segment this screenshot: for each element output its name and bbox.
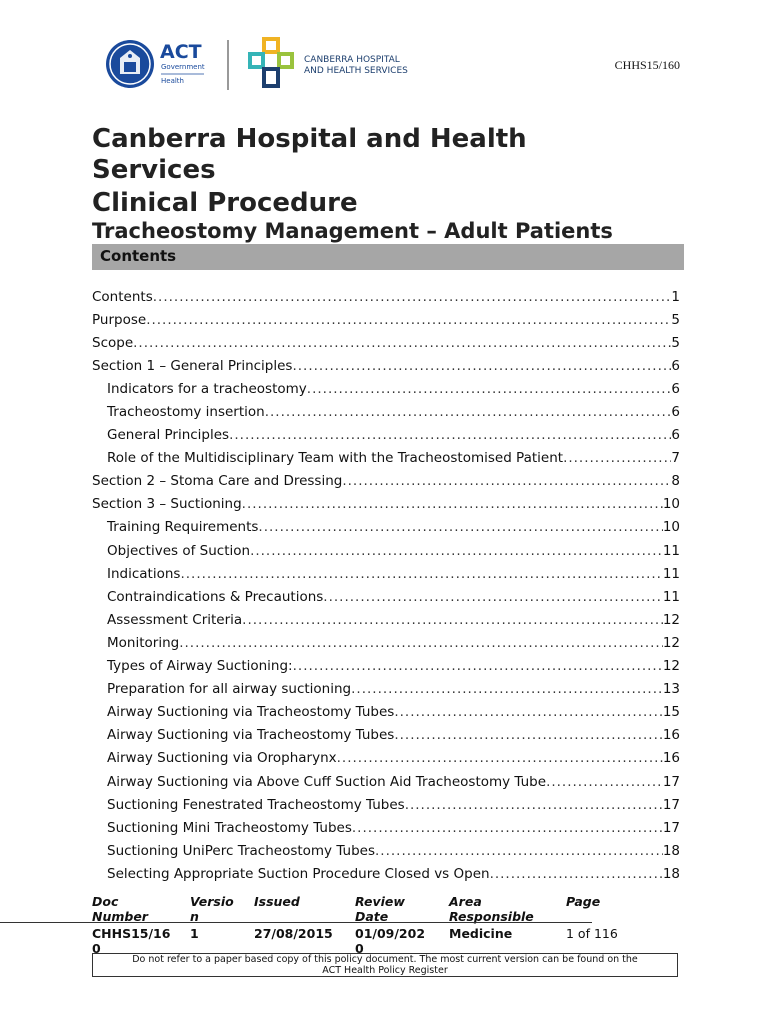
toc-entry-page: 11 <box>662 565 680 582</box>
toc-leader-dots <box>394 727 662 743</box>
toc-entry-page: 7 <box>671 450 680 467</box>
toc-entry-page: 12 <box>662 634 680 651</box>
toc-entry-page: 5 <box>671 311 680 328</box>
chhs-cross-logo <box>250 39 292 86</box>
toc-entry-label: Monitoring <box>107 634 180 651</box>
toc-leader-dots <box>242 612 663 628</box>
title-organisation: Canberra Hospital and Health Services <box>92 124 527 185</box>
toc-entry-page: 12 <box>662 611 680 628</box>
toc-entry[interactable] <box>92 308 680 331</box>
toc-entry-page: 15 <box>662 704 680 721</box>
footer-header-review: Review <box>355 894 405 909</box>
toc-entry[interactable] <box>92 747 680 770</box>
toc-leader-dots <box>250 543 663 559</box>
toc-entry[interactable] <box>92 516 680 539</box>
toc-entry[interactable] <box>92 862 680 885</box>
footer-issued-date: 27/08/2015 <box>254 926 333 941</box>
toc-entry-label: Section 1 – General Principles <box>92 357 293 374</box>
toc-leader-dots <box>490 866 663 882</box>
footer-header-doc-number-2: Number <box>92 909 148 924</box>
svg-text:Government: Government <box>161 63 205 71</box>
toc-leader-dots <box>342 473 671 489</box>
toc-entry-label: Tracheostomy insertion <box>107 404 265 421</box>
toc-leader-dots <box>546 774 663 790</box>
toc-entry-label: Suctioning Fenestrated Tracheostomy Tubes <box>107 796 405 813</box>
toc-entry-label: Indicators for a tracheostomy <box>107 380 307 397</box>
toc-entry[interactable] <box>92 770 680 793</box>
toc-leader-dots <box>265 404 672 420</box>
toc-entry-label: Airway Suctioning via Tracheostomy Tubes <box>107 727 395 744</box>
toc-leader-dots <box>258 519 662 535</box>
toc-leader-dots <box>242 496 663 512</box>
toc-entry-page: 8 <box>671 473 680 490</box>
toc-entry[interactable] <box>92 562 680 585</box>
footer-version: 1 <box>190 926 199 941</box>
toc-entry-label: Objectives of Suction <box>107 542 251 559</box>
footer-doc-number-2: 0 <box>92 941 101 956</box>
toc-entry[interactable] <box>92 701 680 724</box>
toc-entry-label: Scope <box>92 334 134 351</box>
title-document-type: Clinical Procedure <box>92 188 358 218</box>
footer-review-date-2: 0 <box>355 941 364 956</box>
footer-header-issued: Issued <box>254 894 300 909</box>
toc-entry-label: Indications <box>107 565 181 582</box>
toc-entry-label: Training Requirements <box>107 519 259 536</box>
header-logos <box>106 36 436 92</box>
footer-value-row <box>92 926 684 956</box>
toc-entry-label: Contents <box>92 288 153 305</box>
act-government-logo <box>106 36 436 92</box>
toc-entry-page: 6 <box>671 380 680 397</box>
svg-text:CANBERRA HOSPITAL: CANBERRA HOSPITAL <box>304 55 400 65</box>
toc-entry[interactable] <box>92 539 680 562</box>
toc-entry-label: General Principles <box>107 427 230 444</box>
toc-entry-page: 1 <box>671 288 680 305</box>
toc-entry-page: 18 <box>662 865 680 882</box>
toc-entry[interactable] <box>92 678 680 701</box>
toc-entry-page: 11 <box>662 588 680 605</box>
toc-entry-page: 13 <box>662 681 680 698</box>
toc-entry[interactable] <box>92 331 680 354</box>
toc-leader-dots <box>292 358 671 374</box>
toc-leader-dots <box>352 820 663 836</box>
toc-entry-page: 10 <box>662 519 680 536</box>
toc-entry[interactable] <box>92 793 680 816</box>
toc-entry-label: Role of the Multidisciplinary Team with the Tracheostomised Patient <box>107 450 564 467</box>
toc-entry[interactable] <box>92 839 680 862</box>
toc-leader-dots <box>563 450 671 466</box>
toc-entry[interactable] <box>92 377 680 400</box>
toc-leader-dots <box>307 381 672 397</box>
contents-heading: Contents <box>100 247 177 265</box>
footer-header-version: Versio <box>190 894 234 909</box>
svg-text:Health: Health <box>161 77 184 85</box>
toc-entry-label: Airway Suctioning via Above Cuff Suction Aid Tracheostomy Tube <box>107 773 547 790</box>
toc-leader-dots <box>146 312 671 328</box>
title-subject: Tracheostomy Management – Adult Patients <box>92 219 613 243</box>
toc-entry[interactable] <box>92 493 680 516</box>
toc-entry-page: 10 <box>662 496 680 513</box>
toc-entry[interactable] <box>92 447 680 470</box>
toc-entry[interactable] <box>92 354 680 377</box>
footer-review-date: 01/09/202 <box>355 926 426 941</box>
policy-notice-line2: ACT Health Policy Register <box>322 965 448 976</box>
toc-entry[interactable] <box>92 724 680 747</box>
document-footer-table <box>92 894 684 956</box>
toc-entry-page: 6 <box>671 357 680 374</box>
toc-entry-label: Suctioning Mini Tracheostomy Tubes <box>107 819 352 836</box>
toc-entry-page: 18 <box>662 842 680 859</box>
toc-leader-dots <box>405 797 663 813</box>
toc-leader-dots <box>180 566 662 582</box>
toc-entry-page: 17 <box>662 796 680 813</box>
toc-leader-dots <box>293 658 663 674</box>
footer-header-review-2: Date <box>355 909 389 924</box>
toc-entry[interactable] <box>92 585 680 608</box>
toc-leader-dots <box>179 635 663 651</box>
toc-entry[interactable] <box>92 631 680 654</box>
toc-entry-label: Selecting Appropriate Suction Procedure Closed vs Open <box>107 865 490 882</box>
footer-header-version-2: n <box>190 909 199 924</box>
policy-notice-line1: Do not refer to a paper based copy of this policy document. The most current version can be found on the <box>132 954 638 965</box>
toc-leader-dots <box>133 335 671 351</box>
toc-entry-page: 12 <box>662 658 680 675</box>
toc-entry-label: Purpose <box>92 311 147 328</box>
toc-entry[interactable] <box>92 470 680 493</box>
toc-entry-page: 17 <box>662 819 680 836</box>
toc-entry-label: Airway Suctioning via Oropharynx <box>107 750 337 767</box>
toc-entry[interactable] <box>92 400 680 423</box>
footer-doc-number: CHHS15/16 <box>92 926 171 941</box>
toc-entry-page: 16 <box>662 750 680 767</box>
toc-entry-label: Suctioning UniPerc Tracheostomy Tubes <box>107 842 376 859</box>
footer-area: Medicine <box>449 926 513 941</box>
toc-leader-dots <box>375 843 663 859</box>
toc-leader-dots <box>229 427 671 443</box>
footer-divider <box>0 922 592 923</box>
toc-entry-page: 17 <box>662 773 680 790</box>
toc-entry-label: Airway Suctioning via Tracheostomy Tubes <box>107 704 395 721</box>
footer-page-number: 1 of 116 <box>566 926 618 941</box>
toc-leader-dots <box>323 589 663 605</box>
document-code: CHHS15/160 <box>614 58 680 72</box>
toc-entry[interactable] <box>92 424 680 447</box>
toc-entry-label: Section 3 – Suctioning <box>92 496 242 513</box>
svg-text:AND HEALTH SERVICES: AND HEALTH SERVICES <box>304 66 408 76</box>
act-logo-text: ACT <box>160 41 202 63</box>
table-of-contents <box>92 285 680 885</box>
footer-header-area: Area <box>449 894 482 909</box>
toc-leader-dots <box>337 750 663 766</box>
toc-entry[interactable] <box>92 816 680 839</box>
toc-entry-label: Types of Airway Suctioning: <box>107 658 293 675</box>
toc-entry-page: 5 <box>671 334 680 351</box>
policy-notice <box>92 953 678 977</box>
toc-entry-label: Section 2 – Stoma Care and Dressing <box>92 473 343 490</box>
footer-header-doc-number: Doc <box>92 894 119 909</box>
footer-header-area-2: Responsible <box>449 909 534 924</box>
toc-entry[interactable] <box>92 655 680 678</box>
toc-entry-label: Preparation for all airway suctioning <box>107 681 352 698</box>
toc-entry-page: 11 <box>662 542 680 559</box>
toc-entry-label: Assessment Criteria <box>107 611 243 628</box>
toc-entry[interactable] <box>92 285 680 308</box>
toc-leader-dots <box>351 681 663 697</box>
toc-leader-dots <box>394 704 662 720</box>
toc-leader-dots <box>153 289 672 305</box>
toc-entry-label: Contraindications & Precautions <box>107 588 324 605</box>
toc-entry-page: 6 <box>671 427 680 444</box>
contents-heading-bar <box>92 244 684 270</box>
toc-entry-page: 16 <box>662 727 680 744</box>
toc-entry[interactable] <box>92 608 680 631</box>
footer-header-page: Page <box>566 894 601 909</box>
toc-entry-page: 6 <box>671 404 680 421</box>
